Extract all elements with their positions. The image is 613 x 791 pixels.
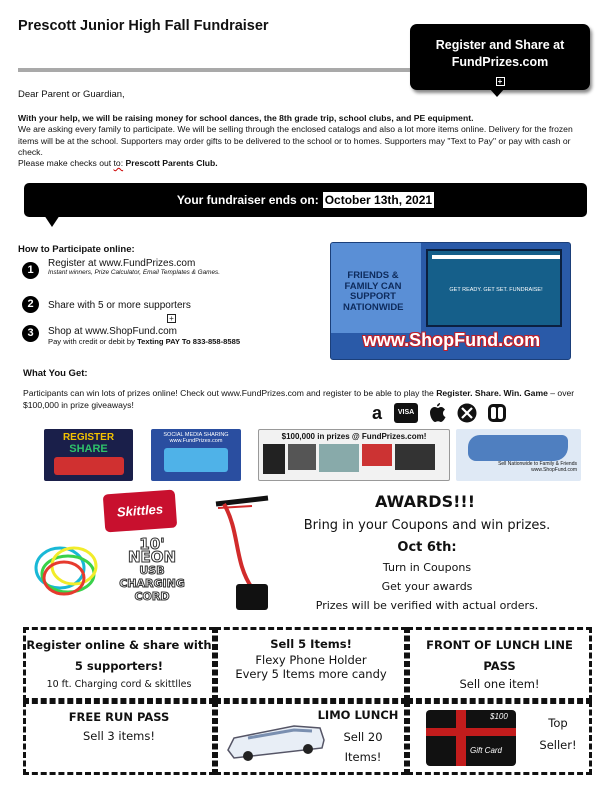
skittles-image (103, 490, 177, 533)
award-top-seller-line2: Seller! (539, 738, 577, 752)
what-you-get-paragraph (23, 388, 593, 411)
thumb-prize-items (263, 444, 445, 474)
ad-screen-image (426, 249, 562, 327)
step-1 (48, 258, 220, 276)
checks-payee: Prescott Parents Club. (125, 158, 218, 169)
banner-label: Your fundraiser ends on: (176, 193, 319, 207)
prize-switch (362, 444, 392, 466)
social-sharing-thumbnail (151, 429, 241, 481)
banner-tail (44, 215, 60, 227)
award-sell5-line2: Every 5 Items more candy (235, 667, 387, 681)
limo-image (224, 716, 328, 766)
callout-tail (489, 88, 505, 97)
page-title: Prescott Junior High Fall Fundraiser (18, 18, 269, 34)
prize-tv (395, 444, 435, 470)
neon-4: CHARGING (119, 577, 185, 590)
award-sell5-line1: Flexy Phone Holder (255, 653, 367, 667)
gift-amount: $100 (490, 712, 508, 721)
award-run-sub: Sell 3 items! (83, 729, 155, 743)
prize-laptop (319, 444, 359, 472)
callout-line2: FundPrizes.com (451, 55, 549, 69)
award-lunch-title: FRONT OF LUNCH LINE PASS (426, 638, 573, 673)
award-sell5-title: Sell 5 Items! (270, 637, 352, 651)
awards-line-3: Turn in Coupons (382, 561, 472, 574)
usa-map (468, 435, 568, 461)
prizes-thumbnail (258, 429, 450, 481)
neon-3: USB (139, 564, 165, 577)
step-1-sub: Instant winners, Prize Calculator, Email Templates & Games. (48, 269, 221, 276)
award-limo-sub1: Sell 20 (343, 730, 383, 744)
award-cell-register (23, 627, 215, 701)
thumb-register: REGISTER (62, 432, 115, 443)
awards-title: AWARDS!!! (375, 492, 475, 511)
what-you-get-heading: What You Get: (23, 368, 88, 379)
award-cell-top-seller (407, 701, 592, 775)
visa-icon: VISA (394, 403, 418, 423)
award-limo-sub2: Items! (344, 750, 382, 764)
awards-line-1: Bring in your Coupons and win prizes. (303, 518, 551, 533)
charging-cords-image (30, 538, 110, 602)
register-callout[interactable] (410, 24, 590, 90)
ad-url: www.ShopFund.com (362, 330, 541, 350)
nationwide-map-thumbnail (456, 429, 581, 481)
wyg-prefix: Participants can win lots of prizes online! Check out www.FundPrizes.com and register to be able to play the (23, 388, 437, 398)
checks-prefix: Please make checks out (18, 158, 114, 169)
neon-2: NEON (127, 548, 177, 566)
step-number: 2 (22, 296, 39, 313)
howto-heading: How to Participate online: (18, 244, 135, 255)
greeting: Dear Parent or Guardian, (18, 89, 125, 100)
amazon-icon: a (365, 403, 389, 423)
checks-line (18, 158, 588, 169)
award-cell-limo (215, 701, 407, 775)
wyg-bold: Register. Share. Win. Game (436, 388, 548, 398)
award-run-title: FREE RUN PASS (68, 710, 170, 724)
award-limo-title: LIMO LUNCH (317, 708, 399, 722)
skittles-label: Skittles (116, 501, 164, 520)
step-1-text: Register at www.FundPrizes.com (48, 258, 196, 269)
award-register-sub: 10 ft. Charging cord & skittlles (46, 679, 192, 690)
step-3-sub-bold: Texting PAY To 833-858-8585 (137, 337, 241, 346)
apple-icon (429, 403, 447, 423)
award-cell-run-pass (23, 701, 215, 775)
nintendo-switch-icon (487, 403, 507, 423)
thumb-map-text: Sell Nationwide to Family & Friends www.ShopFund.com (498, 461, 577, 473)
gift-card-image (426, 710, 516, 766)
ad-screen-bar (432, 255, 560, 259)
letter-paragraph: We are asking every family to participate. We will be selling through the enclosed catalogs and also a lot more items online. Delivery for the frozen items will be at the school. Supporters may order gifts to be delivered to the school or to homes. Supporters may "Text to Pay" or pay with cash or check. (18, 124, 573, 157)
shopfund-ad[interactable] (330, 242, 571, 360)
ad-left-text: FRIENDS & FAMILY CAN SUPPORT NATIONWIDE (343, 270, 404, 313)
award-lunch-sub: Sell one item! (459, 677, 540, 691)
step-3-sub (48, 337, 240, 346)
step-number: 1 (22, 262, 39, 279)
deadline-banner (24, 183, 587, 217)
callout-line1: Register and Share at (435, 38, 565, 52)
gift-ribbon-v (456, 710, 466, 766)
wyg-suffix: – over $100,000 in prize giveaways! (23, 388, 575, 410)
header-rule (18, 68, 418, 72)
award-cell-lunch-line (407, 627, 592, 701)
neon-cord-text (108, 535, 196, 612)
letter-body (18, 113, 588, 169)
award-cell-sell5 (215, 627, 407, 701)
neon-5: CORD (134, 590, 170, 603)
awards-line-5: Prizes will be verified with actual orders. (315, 599, 539, 612)
step-3-sub-prefix: Pay with credit or debit by (48, 337, 138, 346)
plus-icon: + (496, 77, 505, 86)
awards-line-2: Oct 6th: (397, 540, 457, 555)
thumb-prizes-text: $100,000 in prizes @ FundPrizes.com! (281, 432, 427, 441)
thumb-social-text: SOCIAL MEDIA SHARING www.FundPrizes.com (163, 432, 229, 444)
neon-1: 10' (139, 535, 165, 553)
gift-ribbon-h (426, 728, 516, 736)
awards-line-4: Get your awards (381, 580, 473, 593)
thumb-share: SHARE (69, 443, 108, 455)
xbox-icon (457, 403, 477, 423)
ad-screen-text: GET READY. GET SET. FUNDRAISE! (449, 287, 543, 293)
step-3 (48, 326, 240, 346)
award-register-title: Register online & share with 5 supporters! (26, 638, 212, 673)
gift-text: Gift Card (470, 746, 503, 755)
award-top-seller-line1: Top (548, 716, 568, 730)
checks-to: to: (113, 158, 124, 169)
step-3-text: Shop at www.ShopFund.com (48, 326, 177, 337)
banner-date: October 13th, 2021 (324, 193, 433, 207)
prize-tablet (288, 444, 316, 470)
step-number: 3 (22, 325, 39, 342)
register-share-thumbnail (44, 429, 133, 481)
letter-bold-intro: With your help, we will be raising money for school dances, the 8th grade trip, school clubs, and PE equipment. (18, 113, 474, 123)
thumb-phones (164, 448, 228, 472)
plus-icon: + (167, 314, 176, 323)
step-2-text: Share with 5 or more supporters (48, 300, 191, 311)
prize-console (263, 444, 285, 474)
thumb-image (54, 457, 124, 475)
